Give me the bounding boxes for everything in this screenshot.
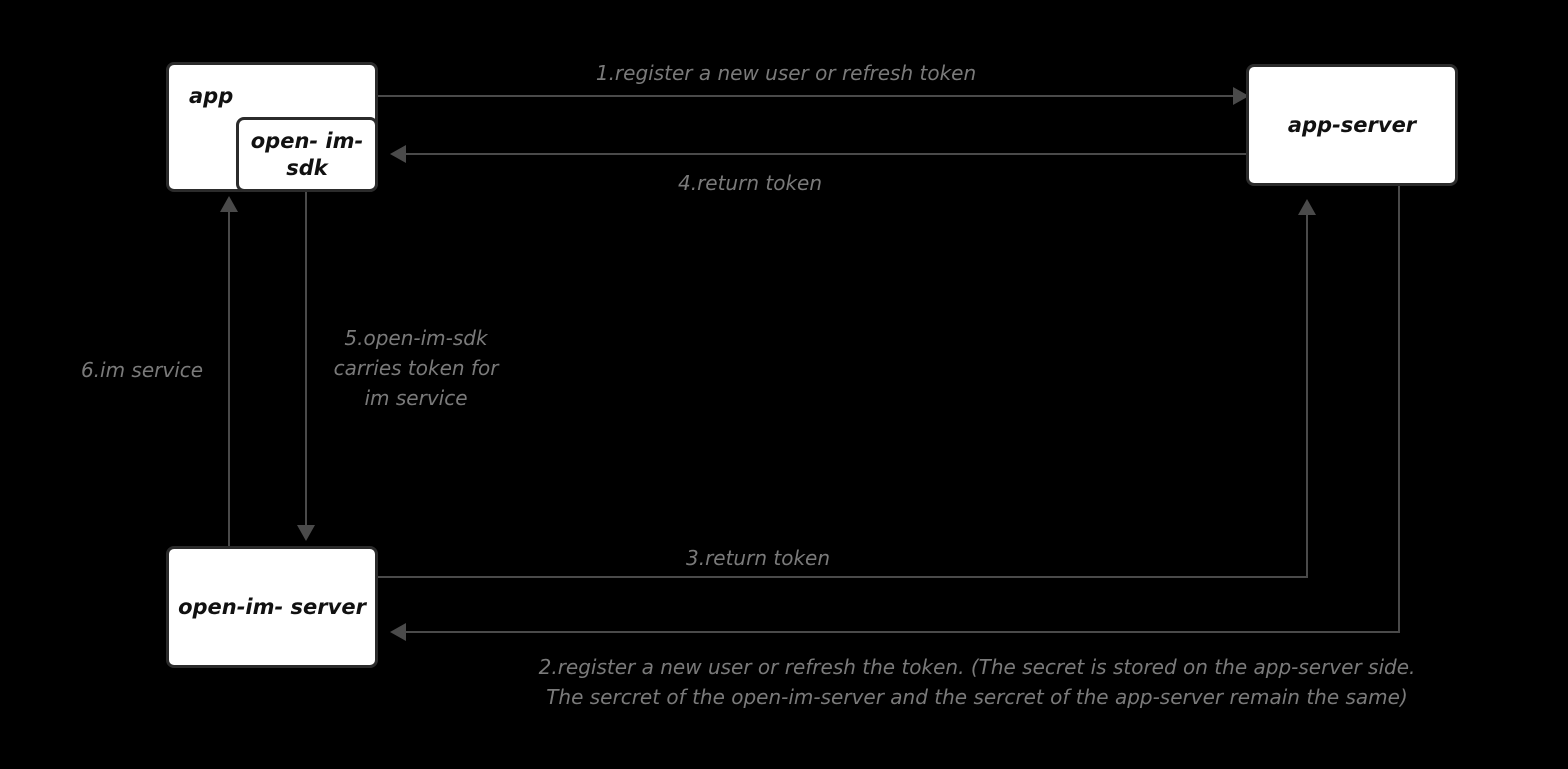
edge-6-arrowhead <box>220 196 238 212</box>
edge-4-label: 4.return token <box>677 171 823 195</box>
node-open-im-sdk-label: open- im-sdk <box>250 129 364 180</box>
edge-2-line-horizontal <box>406 631 1400 633</box>
node-app-label: app <box>189 84 234 108</box>
edge-5-label: 5.open-im-sdk carries token for im service <box>333 326 499 410</box>
edge-3-arrowhead <box>1298 199 1316 215</box>
edge-1-line <box>378 95 1236 97</box>
edge-4-line <box>406 153 1246 155</box>
edge-3-line-vertical <box>1306 215 1308 577</box>
edge-6-label: 6.im service <box>80 358 204 382</box>
node-app-server[interactable] <box>1246 64 1458 186</box>
node-open-im-server-label: open-im- server <box>178 594 366 619</box>
edge-5-arrowhead <box>297 525 315 541</box>
node-app-server-label: app-server <box>1287 112 1417 137</box>
edge-3-line-horizontal <box>378 576 1308 578</box>
edge-1-label: 1.register a new user or refresh token <box>595 61 977 85</box>
edge-4-arrowhead <box>390 145 406 163</box>
edge-2-line-vertical <box>1398 185 1400 632</box>
edge-3-label: 3.return token <box>685 546 831 570</box>
node-open-im-server[interactable] <box>166 546 378 668</box>
edge-2-arrowhead <box>390 623 406 641</box>
edge-2-label: 2.register a new user or refresh the token. (The secret is stored on the app-server side. The sercret of the open-im-server and the sercret of the app-server remain the same) <box>538 655 1416 709</box>
node-open-im-sdk[interactable] <box>236 117 378 192</box>
